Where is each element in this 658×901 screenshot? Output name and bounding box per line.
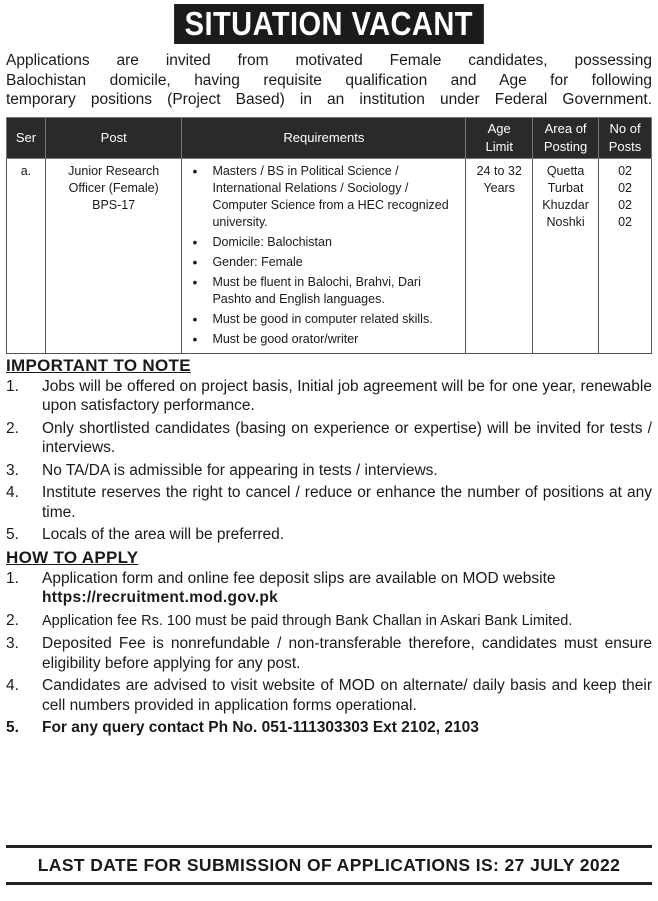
posts-count: 02 bbox=[618, 180, 632, 195]
note-item bbox=[6, 461, 652, 481]
cell-post bbox=[45, 158, 182, 353]
posts-count: 02 bbox=[618, 214, 632, 229]
requirement-item: • Masters / BS in Political Science / International Relations / Sociology / Computer Science from a HEC recognized university. bbox=[212, 163, 461, 231]
apply-number: 2. bbox=[6, 611, 19, 629]
requirement-item: • Domicile: Balochistan bbox=[212, 234, 461, 251]
cell-no-of-posts bbox=[599, 158, 652, 353]
header-post: Post bbox=[45, 117, 182, 158]
requirement-item: • Must be good orator/writer bbox=[212, 331, 461, 348]
note-text: Jobs will be offered on project basis, Initial job agreement will be for one year, renewable upon satisfactory performance. bbox=[42, 377, 652, 414]
intro-line: Applications are invited from motivated Female candidates, possessing bbox=[6, 52, 652, 69]
posts-count: 02 bbox=[618, 163, 632, 178]
area-item: Khuzdar bbox=[542, 197, 589, 212]
important-notes-list bbox=[6, 377, 652, 545]
apply-text: Application form and online fee deposit slips are available on MOD website bbox=[42, 569, 556, 587]
note-number: 4. bbox=[6, 484, 19, 501]
cell-requirements bbox=[182, 158, 466, 353]
header-num-line: No of bbox=[609, 120, 641, 136]
note-number: 5. bbox=[6, 526, 19, 543]
contact-text: For any query contact Ph No. 051-111303303 Ext 2102, 2103 bbox=[42, 719, 479, 736]
apply-item bbox=[6, 634, 652, 673]
area-item: Noshki bbox=[546, 214, 585, 229]
area-item: Quetta bbox=[546, 163, 585, 178]
apply-text: Deposited Fee is nonrefundable / non-transferable therefore, candidates must ensure eligibility before applying for any post. bbox=[42, 635, 652, 672]
note-text: No TA/DA is admissible for appearing in tests / interviews. bbox=[42, 461, 438, 479]
apply-text: Candidates are advised to visit website of MOD on alternate/ daily basis and keep their cell numbers provided in application forms operational. bbox=[42, 677, 652, 714]
positions-table bbox=[6, 117, 652, 354]
header-area-of-posting bbox=[533, 117, 599, 158]
note-number: 1. bbox=[6, 377, 19, 395]
recruitment-website-link[interactable]: https://recruitment.mod.gov.pk bbox=[42, 589, 279, 606]
header-requirements: Requirements bbox=[182, 117, 466, 158]
note-item bbox=[6, 377, 652, 416]
important-heading: IMPORTANT TO NOTE bbox=[6, 355, 191, 375]
note-item bbox=[6, 525, 652, 545]
page-title: SITUATION VACANT bbox=[174, 4, 483, 44]
apply-number: 3. bbox=[6, 635, 19, 652]
apply-item bbox=[6, 569, 652, 608]
posts-count: 02 bbox=[618, 197, 632, 212]
requirement-item: • Must be fluent in Balochi, Brahvi, Dari Pashto and English languages. bbox=[212, 274, 461, 308]
how-to-apply-list bbox=[6, 569, 652, 738]
header-area-line: Area of bbox=[544, 120, 587, 136]
apply-item bbox=[6, 676, 652, 715]
note-text: Institute reserves the right to cancel / reduce or enhance the number of positions at any time. bbox=[42, 484, 652, 521]
note-number: 3. bbox=[6, 461, 19, 479]
cell-area-of-posting bbox=[533, 158, 599, 353]
header-age-line: Age bbox=[487, 120, 511, 136]
area-item: Turbat bbox=[547, 180, 584, 195]
post-line: Junior Research bbox=[68, 163, 160, 178]
apply-number: 5. bbox=[6, 719, 19, 736]
age-line: Years bbox=[483, 180, 515, 195]
intro-line: Balochistan domicile, having requisite qualification and Age for following bbox=[6, 71, 652, 89]
header-no-of-posts bbox=[599, 117, 652, 158]
header-area-line: Posting bbox=[543, 138, 588, 154]
requirement-item: • Gender: Female bbox=[212, 254, 461, 271]
apply-item bbox=[6, 718, 652, 738]
post-line: Officer (Female) bbox=[68, 180, 159, 195]
post-line: BPS-17 bbox=[92, 197, 136, 212]
table-row bbox=[7, 158, 652, 353]
header-ser: Ser bbox=[7, 117, 46, 158]
table-header-row bbox=[7, 117, 652, 158]
intro-paragraph bbox=[6, 51, 652, 110]
how-to-apply-heading: HOW TO APPLY bbox=[6, 547, 139, 567]
header-age-line: Limit bbox=[485, 138, 513, 154]
apply-number: 4. bbox=[6, 677, 19, 694]
apply-number: 1. bbox=[6, 569, 19, 587]
note-item bbox=[6, 483, 652, 522]
apply-text: Application fee Rs. 100 must be paid through Bank Challan in Askari Bank Limited. bbox=[42, 612, 573, 629]
requirement-item: • Must be good in computer related skills. bbox=[212, 311, 461, 328]
age-line: 24 to 32 bbox=[476, 163, 522, 178]
title-bar bbox=[6, 4, 652, 46]
apply-item bbox=[6, 611, 652, 632]
requirements-list bbox=[186, 163, 461, 348]
advertisement-page bbox=[6, 4, 652, 889]
cell-ser: a. bbox=[7, 158, 46, 353]
last-date-banner: LAST DATE FOR SUBMISSION OF APPLICATIONS IS: 27 JULY 2022 bbox=[6, 845, 652, 885]
cell-age-limit bbox=[466, 158, 533, 353]
note-text: Only shortlisted candidates (basing on experience or expertise) will be invited for tests / interviews. bbox=[42, 419, 652, 456]
note-item bbox=[6, 419, 652, 458]
header-age-limit bbox=[466, 117, 533, 158]
intro-line: temporary positions (Project Based) in an institution under Federal Government. bbox=[6, 91, 652, 108]
note-number: 2. bbox=[6, 419, 19, 437]
note-text: Locals of the area will be preferred. bbox=[42, 526, 285, 543]
header-num-line: Posts bbox=[608, 138, 642, 154]
